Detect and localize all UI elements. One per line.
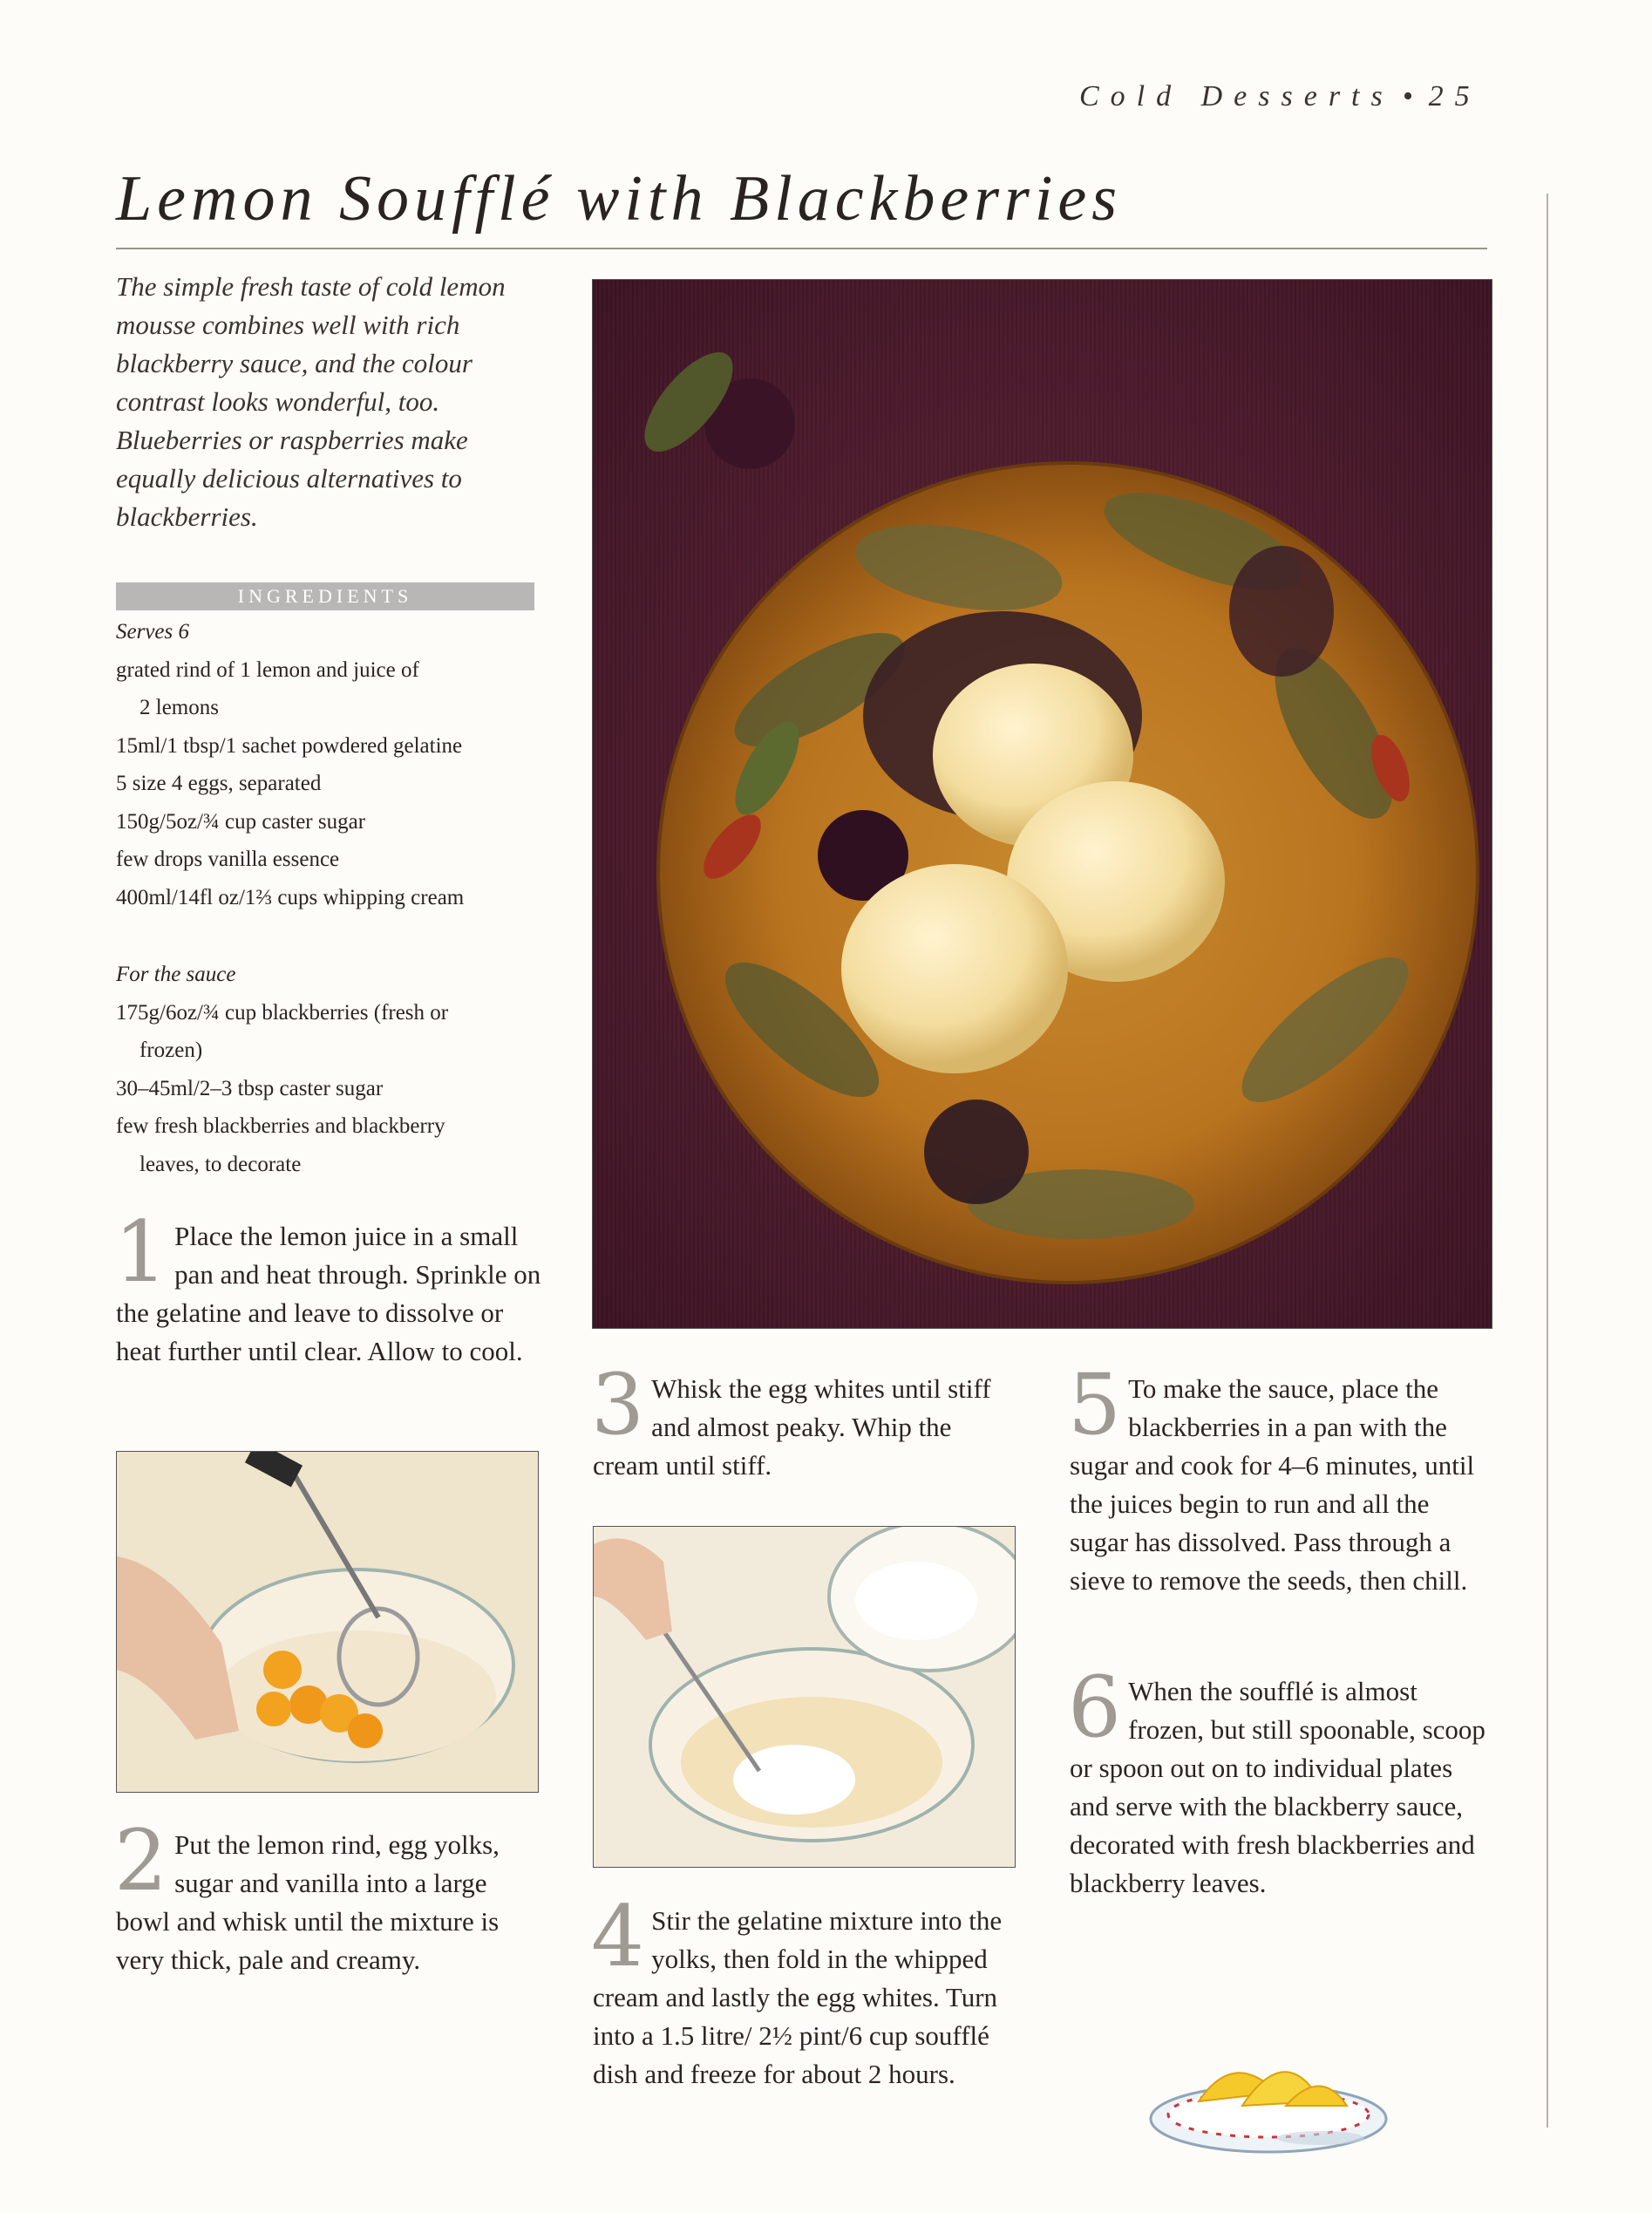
folding-cream-photo bbox=[593, 1526, 1016, 1868]
step-3 bbox=[591, 1356, 1016, 1485]
margin-rule bbox=[1547, 194, 1548, 2128]
step-2 bbox=[114, 1812, 543, 1979]
step-text: Put the lemon rind, egg yolks, sugar and vanilla into a large bowl and whisk until the mixture is very thick, pale and creamy. bbox=[116, 1829, 500, 1975]
ingredient-item: frozen) bbox=[139, 1038, 203, 1062]
step-text: Stir the gelatine mixture into the yolks, then fold in the whipped cream and lastly the egg whites. Turn into a 1.5 litre/ 2½ pint/6 cup soufflé dish and freeze for about 2 hours. bbox=[593, 1905, 1003, 2089]
serves-label: Serves 6 bbox=[116, 620, 189, 643]
step-number: 1 bbox=[114, 1203, 168, 1301]
lemon-icon bbox=[1138, 2032, 1399, 2162]
ingredient-item: few fresh blackberries and blackberry bbox=[116, 1114, 445, 1138]
whisking-yolks-photo bbox=[116, 1451, 539, 1793]
ingredient-item: 400ml/14fl oz/1⅔ cups whipping cream bbox=[116, 885, 465, 909]
recipe-title: Lemon Soufflé with Blackberries bbox=[116, 163, 1123, 235]
lemon-dish-illustration bbox=[1138, 2032, 1399, 2162]
ingredient-item: few drops vanilla essence bbox=[116, 848, 340, 871]
step-6 bbox=[1068, 1658, 1488, 1903]
bowl-whisk-illustration bbox=[117, 1452, 538, 1792]
bowl-cream-illustration bbox=[594, 1527, 1015, 1867]
ingredient-item: 5 size 4 eggs, separated bbox=[116, 772, 322, 795]
ingredient-item: 175g/6oz/¾ cup blackberries (fresh or bbox=[116, 1000, 449, 1025]
step-number: 4 bbox=[591, 1888, 645, 1985]
step-number: 6 bbox=[1068, 1658, 1122, 1756]
step-text: When the soufflé is almost frozen, but still spoonable, scoop or spoon out on to individual plates and serve with the blackberry sauce, decorated with fresh blackberries and blackberry leaves. bbox=[1070, 1676, 1485, 1898]
section-name: Cold Desserts bbox=[1079, 80, 1394, 112]
ingredient-item: 150g/5oz/¾ cup caster sugar bbox=[116, 809, 366, 834]
running-head bbox=[1079, 80, 1611, 122]
ingredients-heading: INGREDIENTS bbox=[116, 582, 534, 610]
ingredient-item: 30–45ml/2–3 tbsp caster sugar bbox=[116, 1076, 384, 1100]
main-dessert-photo bbox=[592, 279, 1492, 1329]
step-text: To make the sauce, place the blackberries in a pan with the sugar and cook for 4–6 minutes, until the juices begin to run and all the sugar has dissolved. Pass through a sieve to remove the seeds, then chill. bbox=[1070, 1373, 1475, 1596]
sauce-heading: For the sauce bbox=[116, 963, 236, 986]
recipe-intro: The simple fresh taste of cold lemon mousse combines well with rich blackberry sauce, and the colour contrast looks wonderful, too. Blueberries or raspberries make equally delicious alternatives to blackberries. bbox=[116, 271, 506, 532]
step-number: 3 bbox=[591, 1356, 645, 1454]
title-rule bbox=[116, 248, 1487, 249]
ingredient-item: 15ml/1 tbsp/1 sachet powdered gelatine bbox=[116, 733, 463, 758]
page-number: 25 bbox=[1428, 80, 1481, 112]
ingredients-list bbox=[116, 613, 552, 916]
step-1 bbox=[114, 1203, 543, 1371]
step-4 bbox=[591, 1888, 1016, 2094]
ingredient-item: 2 lemons bbox=[139, 696, 219, 719]
step-number: 5 bbox=[1068, 1356, 1122, 1454]
ingredient-item: leaves, to decorate bbox=[139, 1152, 302, 1176]
step-text: Whisk the egg whites until stiff and almost peaky. Whip the cream until stiff. bbox=[593, 1373, 991, 1481]
ingredient-item: grated rind of 1 lemon and juice of bbox=[116, 657, 419, 682]
step-5 bbox=[1068, 1356, 1488, 1600]
sauce-ingredients-list bbox=[116, 956, 552, 1183]
step-text: Place the lemon juice in a small pan and heat through. Sprinkle on the gelatine and leave to dissolve or heat further until clear. Allow to cool. bbox=[116, 1221, 541, 1366]
bullet-separator: • bbox=[1402, 80, 1413, 112]
plate-illustration bbox=[593, 280, 1492, 1328]
step-number: 2 bbox=[114, 1812, 168, 1910]
